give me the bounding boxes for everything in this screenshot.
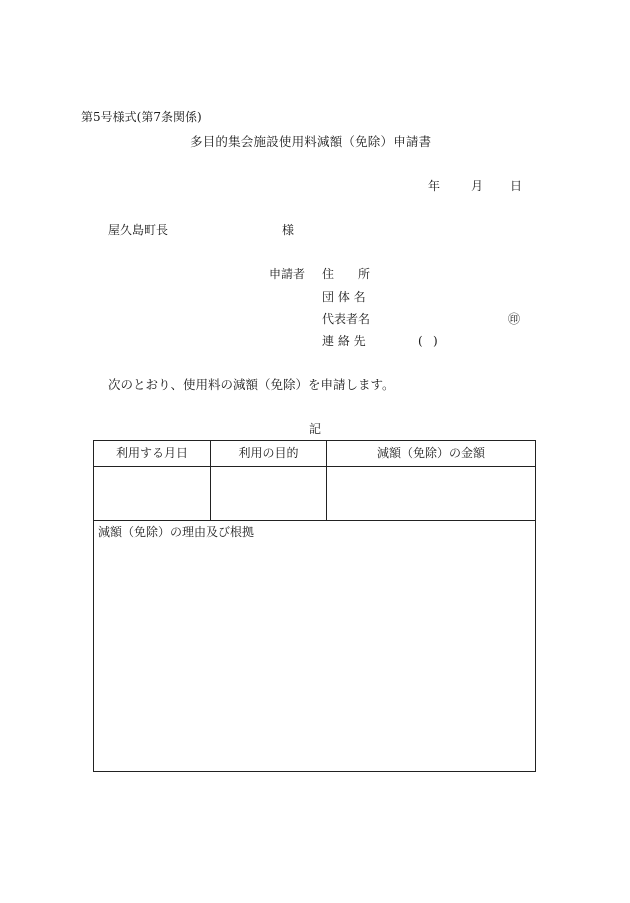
seal-mark: ㊞ [508,312,521,326]
cell-usage-purpose[interactable] [211,467,326,520]
applicant-label: 申請者 [269,267,306,281]
date-month-label: 月 [471,179,484,193]
application-statement: 次のとおり、使用料の減額（免除）を申請します。 [108,377,395,392]
address-label: 住 所 [322,267,371,281]
reason-label: 減額（免除）の理由及び根拠 [98,525,255,539]
contact-paren-open: ( [418,334,423,348]
header-reduction-amount: 減額（免除）の金額 [376,446,485,460]
table-row-divider [94,520,535,521]
ki-label: 記 [309,422,322,436]
document-title: 多目的集会施設使用料減額（免除）申請書 [190,134,432,149]
contact-label: 連 絡 先 [322,334,366,348]
form-number: 第5号様式(第7条関係) [81,110,202,124]
date-year-label: 年 [428,179,441,193]
cell-usage-date[interactable] [94,467,210,520]
header-usage-date: 利用する月日 [115,446,188,460]
date-day-label: 日 [510,179,523,193]
contact-paren-close: ) [433,334,438,348]
header-usage-purpose: 利用の目的 [238,446,299,460]
reason-field[interactable] [94,541,535,771]
addressee-name: 屋久島町長 [108,223,169,237]
organization-label: 団 体 名 [322,290,366,304]
cell-reduction-amount[interactable] [327,467,535,520]
addressee-honorific: 様 [282,223,295,237]
representative-label: 代表者名 [322,312,371,326]
record-table [93,440,536,772]
